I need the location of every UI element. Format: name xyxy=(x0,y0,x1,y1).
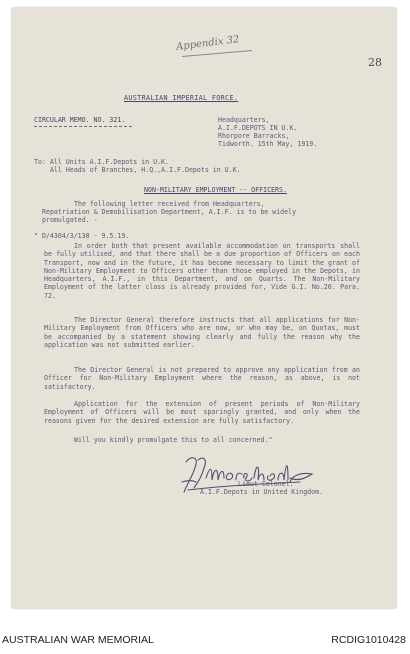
circular-memo-number: CIRCULAR MEMO. NO. 321. xyxy=(34,116,126,124)
memo-dashed-rule xyxy=(34,126,132,127)
footer-record-id: RCDIG1010428 xyxy=(331,634,406,646)
signatory-rank: Lieut-Colonel. xyxy=(238,480,294,488)
recipients-line-1: To: All Units A.I.F.Depots in U.K. xyxy=(34,158,169,166)
recipients-line-2: All Heads of Branches, H.Q.,A.I.F.Depots in U.K. xyxy=(50,166,241,174)
intro-line-3: promulgated. - xyxy=(42,216,98,224)
signatory-unit: A.I.F.Depots in United Kingdom. xyxy=(200,488,324,496)
address-line-1: Headquarters, xyxy=(218,116,270,124)
letter-reference: " D/4304/3/138 - 9.5.19. xyxy=(34,232,130,240)
address-line-2: A.I.F.DEPOTS IN U.K. xyxy=(218,124,298,132)
document-page xyxy=(12,8,396,608)
footer-institution: AUSTRALIAN WAR MEMORIAL xyxy=(2,634,154,646)
letterhead-title: AUSTRALIAN IMPERIAL FORCE. xyxy=(124,94,239,102)
page-number: 28 xyxy=(368,56,382,69)
paragraph-4: Application for the extension of present periods of Non-Military Employment of Officers will be most sparingly granted, and only when the reasons given for the desired extension are fully satisfactory. xyxy=(44,400,360,425)
annotation-underline xyxy=(182,50,252,57)
address-line-4: Tidworth. 15th May, 1919. xyxy=(218,140,318,148)
paragraph-2: The Director General therefore instructs that all applications for Non-Military Employment from Officers who are now, or who may be, on Quotas, must be accompanied by a statement showing clearly and fully the reason why the application was not submitted earlier. xyxy=(44,316,360,349)
subject-heading: NON-MILITARY EMPLOYMENT -- OFFICERS. xyxy=(144,186,287,194)
intro-line-1: The following letter received from Headquarters, xyxy=(74,200,265,208)
appendix-annotation: Appendix 32 xyxy=(175,34,240,53)
paragraph-1: In order both that present available accommodation on transports shall be fully utilised, and that there shall be a due proportion of Officers on each Transport, now and in the future, it has become necessary to limit the grant of Non-Military Employment to Officers other than those employed in the Depots, in Headquarters, A.I.F., in this Department, and on Quarts. The Non-Military Employment of the latter class is already provided for, Vide G.I. No.20. Para. 72. xyxy=(44,242,360,300)
intro-line-2: Repatriation & Demobilisation Department, A.I.F. is to be widely xyxy=(42,208,297,216)
closing-line: Will you kindly promulgate this to all concerned." xyxy=(74,436,273,444)
address-line-3: Rhorpore Barracks, xyxy=(218,132,290,140)
paragraph-3: The Director General is not prepared to approve any application from an Officer for Non-Military Employment where the reason, as above, is not satisfactory. xyxy=(44,366,360,391)
